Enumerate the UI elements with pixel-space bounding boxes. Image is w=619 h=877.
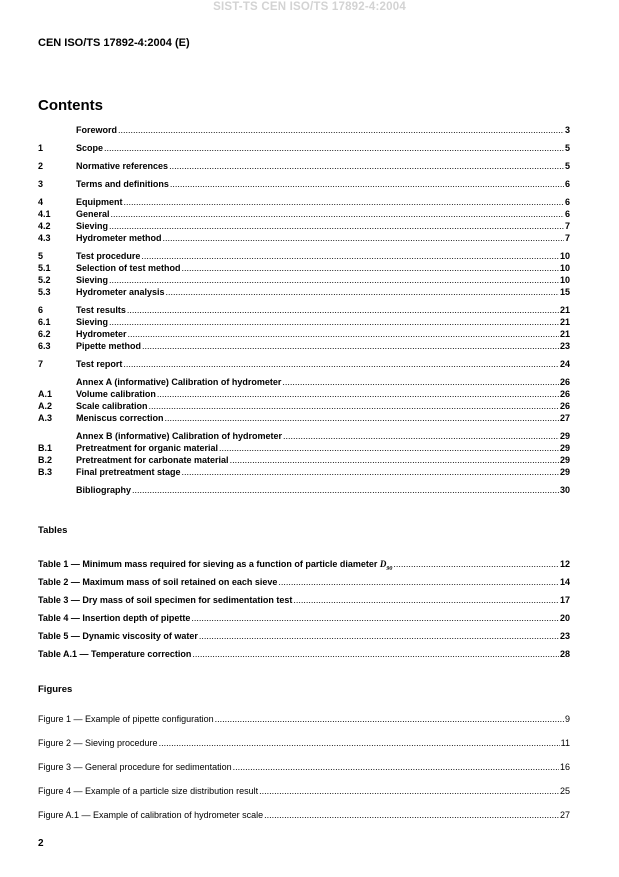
figure-entry-title: Figure 1 — Example of pipette configuration [38,714,214,724]
dot-leader [157,388,559,400]
table-entry-title-text: Table 5 — Dynamic viscosity of water [38,631,198,641]
toc-entry-title: Foreword [76,125,118,135]
figure-entry-page: 25 [559,786,570,796]
toc-entry-number: 5 [38,251,44,261]
toc-entry-number: 6.1 [38,317,51,327]
dot-leader [128,328,559,340]
toc-entry-page: 21 [559,317,570,327]
toc-entry-page: 10 [559,251,570,261]
figure-entry-page: 11 [560,738,570,748]
dot-leader [118,124,564,136]
table-entry-page: 12 [559,559,570,569]
toc-entry-number: B.1 [38,443,53,453]
toc-entry-page: 21 [559,305,570,315]
toc-entry-page: 6 [564,209,570,219]
toc-entry[interactable] [38,412,570,424]
dot-leader [104,142,564,154]
table-entry-title [38,555,392,573]
toc-entry-number: 4.1 [38,209,51,219]
toc-entry[interactable] [38,358,570,370]
table-entry-page: 14 [559,577,570,587]
dot-leader [182,262,559,274]
toc-entry-number: B.3 [38,467,53,477]
toc-entry-number: 1 [38,143,44,153]
dot-leader [123,358,559,370]
list-of-tables [38,555,570,663]
table-entry-title-text: Table 2 — Maximum mass of soil retained on each sieve [38,577,278,587]
toc-entry[interactable] [38,208,570,220]
document-id: CEN ISO/TS 17892-4:2004 (E) [38,37,190,49]
toc-entry-page: 29 [559,431,570,441]
toc-entry[interactable] [38,304,570,316]
dot-leader [264,803,559,827]
page-number: 2 [38,838,44,849]
toc-entry-title: Normative references [76,161,169,171]
toc-entry-title: Pretreatment for organic material [76,443,219,453]
toc-entry-title: Sieving [76,275,109,285]
figure-entry[interactable] [38,707,570,731]
toc-entry-title: Hydrometer method [76,233,162,243]
table-entry[interactable] [38,609,570,627]
tables-heading: Tables [38,525,68,536]
toc-entry-number: 7 [38,359,44,369]
toc-entry[interactable] [38,442,570,454]
figure-entry[interactable] [38,731,570,755]
dot-leader [170,178,564,190]
dot-leader [191,609,559,627]
toc-entry-title: Meniscus correction [76,413,164,423]
toc-entry-number: 2 [38,161,44,171]
dot-leader [132,484,559,496]
dot-leader [149,400,559,412]
toc-entry[interactable] [38,484,570,496]
toc-entry[interactable] [38,454,570,466]
toc-entry-page: 6 [564,197,570,207]
dot-leader [159,731,560,755]
table-entry-page: 17 [559,595,570,605]
table-entry-page: 20 [559,613,570,623]
toc-entry[interactable] [38,376,570,388]
watermark: SIST-TS CEN ISO/TS 17892-4:2004 [213,1,406,13]
toc-entry-title: Sieving [76,317,109,327]
toc-entry[interactable] [38,274,570,286]
dot-leader [230,454,559,466]
dot-leader [199,627,559,645]
toc-entry[interactable] [38,340,570,352]
toc-entry-page: 10 [559,263,570,273]
toc-entry[interactable] [38,196,570,208]
toc-entry[interactable] [38,124,570,136]
dot-leader [215,707,564,731]
table-of-contents [38,124,570,496]
toc-entry-title: Annex B (informative) Calibration of hydrometer [76,431,283,441]
toc-entry-number: B.2 [38,455,53,465]
toc-entry-title: Scope [76,143,104,153]
toc-entry-page: 30 [559,485,570,495]
dot-leader [192,645,559,663]
list-of-figures [38,707,570,827]
toc-entry-page: 15 [559,287,570,297]
toc-entry[interactable] [38,178,570,190]
figure-entry-title: Figure A.1 — Example of calibration of hydrometer scale [38,810,264,820]
toc-entry-number: 4.3 [38,233,51,243]
toc-entry-page: 6 [564,179,570,189]
toc-entry-page: 24 [559,359,570,369]
toc-entry[interactable] [38,232,570,244]
dot-leader [111,208,564,220]
dot-leader [141,250,559,262]
toc-entry-page: 26 [559,401,570,411]
toc-entry-title: Test report [76,359,123,369]
table-entry-title [38,609,190,627]
table-entry-title [38,645,191,663]
toc-entry-page: 23 [559,341,570,351]
toc-entry-title: Scale calibration [76,401,148,411]
toc-entry-page: 29 [559,467,570,477]
table-entry-title [38,573,277,591]
toc-entry[interactable] [38,220,570,232]
dot-leader [283,430,559,442]
diameter-symbol-subscript: 90 [386,565,393,572]
toc-entry-title: Pretreatment for carbonate material [76,455,229,465]
toc-entry-title: Terms and definitions [76,179,169,189]
dot-leader [163,232,564,244]
toc-entry-page: 27 [559,413,570,423]
toc-entry-title: Test procedure [76,251,141,261]
toc-entry[interactable] [38,400,570,412]
toc-entry-title: Annex A (informative) Calibration of hydrometer [76,377,282,387]
table-entry-page: 23 [559,631,570,641]
dot-leader [259,779,559,803]
figure-entry-page: 16 [559,762,570,772]
toc-entry-number: 5.1 [38,263,51,273]
toc-entry-number: 5.2 [38,275,51,285]
figure-entry-page: 9 [564,714,570,724]
diameter-symbol-letter: D [379,559,387,569]
toc-entry-title: Pipette method [76,341,142,351]
toc-entry-title: Sieving [76,221,109,231]
figure-entry[interactable] [38,803,570,827]
table-entry[interactable] [38,645,570,663]
toc-entry-number: 6.2 [38,329,51,339]
toc-entry-title: Test results [76,305,126,315]
figures-heading: Figures [38,684,73,695]
table-entry-title [38,591,292,609]
toc-entry-title: Hydrometer analysis [76,287,165,297]
figure-entry-title: Figure 2 — Sieving procedure [38,738,158,748]
dot-leader [293,591,559,609]
dot-leader [393,555,559,573]
dot-leader [282,376,559,388]
toc-entry-page: 5 [564,143,570,153]
toc-entry-number: 4 [38,197,44,207]
dot-leader [127,304,559,316]
toc-entry[interactable] [38,316,570,328]
dot-leader [278,573,559,591]
figure-entry-title: Figure 4 — Example of a particle size distribution result [38,786,259,796]
table-entry-title-text: Table A.1 — Temperature correction [38,649,192,659]
dot-leader [165,412,559,424]
contents-title: Contents [38,97,103,114]
toc-entry-title: Bibliography [76,485,132,495]
toc-entry-title: Hydrometer [76,329,127,339]
toc-entry-number: 5.3 [38,287,51,297]
toc-entry-title: Equipment [76,197,123,207]
toc-entry-number: 6 [38,305,44,315]
dot-leader [169,160,564,172]
table-entry[interactable] [38,591,570,609]
toc-entry-page: 7 [564,233,570,243]
toc-entry-page: 26 [559,377,570,387]
figure-entry[interactable] [38,755,570,779]
diameter-symbol [379,559,393,572]
figure-entry-page: 27 [559,810,570,820]
dot-leader [109,274,559,286]
table-entry-title-text: Table 4 — Insertion depth of pipette [38,613,191,623]
toc-entry-number: 6.3 [38,341,51,351]
toc-entry-page: 7 [564,221,570,231]
toc-entry-number: A.2 [38,401,53,411]
toc-entry[interactable] [38,262,570,274]
toc-entry-title: Final pretreatment stage [76,467,181,477]
toc-entry-page: 5 [564,161,570,171]
toc-entry[interactable] [38,466,570,478]
dot-leader [124,196,564,208]
dot-leader [166,286,559,298]
toc-entry[interactable] [38,160,570,172]
table-entry[interactable] [38,555,570,573]
toc-entry[interactable] [38,388,570,400]
table-entry[interactable] [38,627,570,645]
toc-entry-page: 29 [559,443,570,453]
toc-entry-title: Volume calibration [76,389,156,399]
table-entry-title-text: Table 1 — Minimum mass required for sieving as a function of particle diameter [38,559,380,569]
toc-entry-number: 4.2 [38,221,51,231]
toc-entry-number: 3 [38,179,44,189]
dot-leader [182,466,559,478]
toc-entry-title: Selection of test method [76,263,181,273]
table-entry-title-text: Table 3 — Dry mass of soil specimen for sedimentation test [38,595,293,605]
toc-entry-page: 26 [559,389,570,399]
dot-leader [109,316,559,328]
toc-entry[interactable] [38,286,570,298]
toc-entry[interactable] [38,250,570,262]
dot-leader [219,442,559,454]
toc-entry[interactable] [38,142,570,154]
toc-entry[interactable] [38,430,570,442]
table-entry-page: 28 [559,649,570,659]
table-entry-title [38,627,198,645]
dot-leader [109,220,564,232]
toc-entry-page: 10 [559,275,570,285]
toc-entry-number: A.1 [38,389,53,399]
dot-leader [142,340,559,352]
dot-leader [233,755,559,779]
toc-entry-title: General [76,209,110,219]
table-entry[interactable] [38,573,570,591]
toc-entry[interactable] [38,328,570,340]
toc-entry-page: 29 [559,455,570,465]
toc-entry-page: 3 [564,125,570,135]
toc-entry-page: 21 [559,329,570,339]
figure-entry-title: Figure 3 — General procedure for sedimentation [38,762,232,772]
toc-entry-number: A.3 [38,413,53,423]
figure-entry[interactable] [38,779,570,803]
